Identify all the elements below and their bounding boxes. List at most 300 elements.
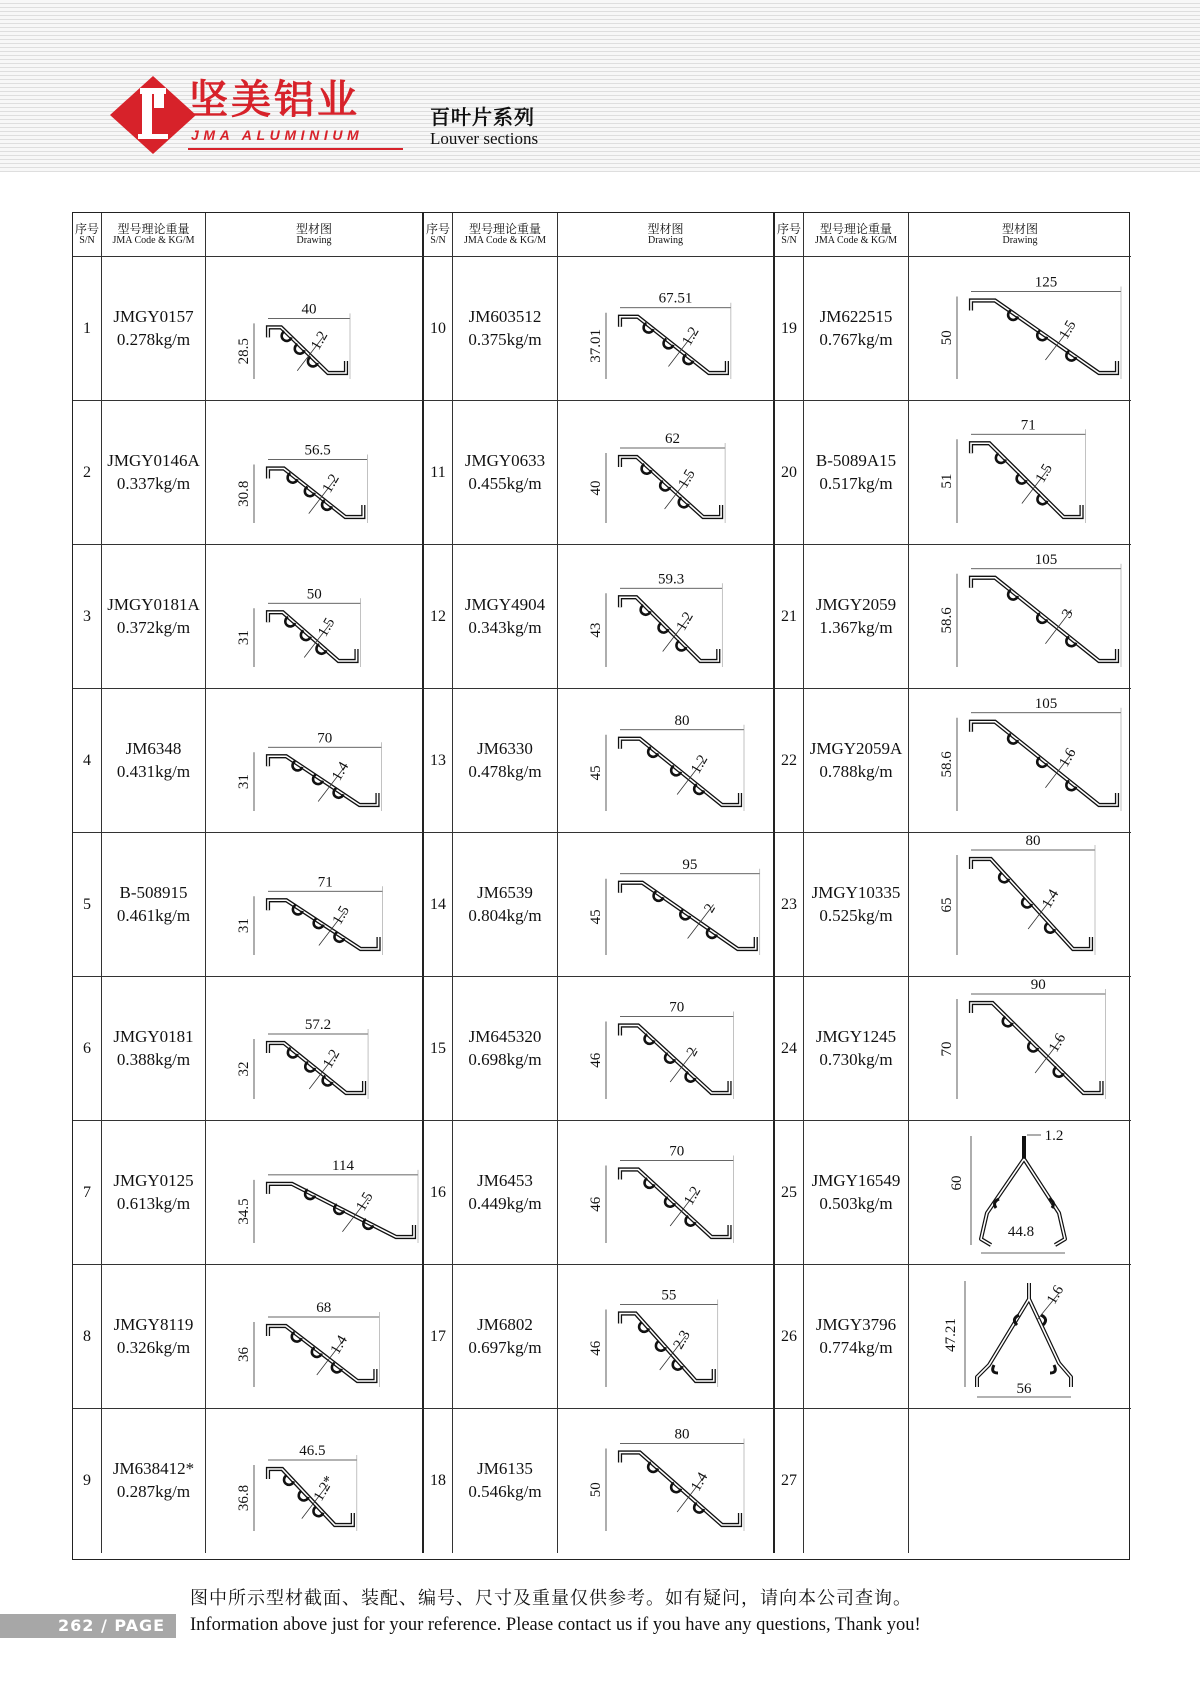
item-code-cell: [804, 1409, 909, 1553]
dim-thickness-label: 2: [701, 901, 719, 916]
dim-thickness-label: 1.5: [1056, 317, 1080, 343]
item-sn: 25: [781, 1183, 797, 1201]
profile-drawing: [909, 833, 1131, 977]
item-code: JMGY2059A: [809, 738, 903, 758]
dim-height-label: 50: [939, 330, 955, 346]
dim-thickness-label: 1.4: [688, 1469, 712, 1495]
item-code: JMGY8119: [113, 1314, 194, 1334]
item-code-cell: [453, 1121, 558, 1265]
dim-height-label: 31: [236, 774, 252, 790]
dim-thickness-label: 1.4: [1039, 886, 1063, 912]
header-sn-en: S/N: [781, 234, 797, 246]
item-code: JM6453: [477, 1170, 533, 1190]
dim-width-label: 71: [1020, 417, 1036, 434]
item-weight: 0.431kg/m: [116, 761, 191, 781]
item-drawing-cell: [558, 1121, 775, 1265]
item-weight: 0.788kg/m: [819, 761, 893, 781]
header-drawing: [909, 213, 1131, 257]
item-code: JM6330: [477, 738, 533, 758]
item-drawing-cell: [909, 401, 1131, 545]
item-code: B-508915: [119, 882, 188, 902]
dim-thickness-label: 1.2: [679, 324, 703, 349]
header-code: [102, 213, 206, 257]
item-drawing-cell: [909, 1265, 1131, 1409]
dim-height-label: 36: [236, 1347, 252, 1362]
item-drawing-cell: [909, 689, 1131, 833]
item-code: JM6539: [477, 882, 533, 902]
item-code: JM6348: [125, 738, 182, 758]
dim-width-label: 55: [661, 1287, 677, 1304]
item-code-cell: [453, 833, 558, 977]
header-sn-en: S/N: [430, 234, 446, 246]
dim-thickness-label: 1.2: [319, 471, 343, 496]
brand-underline: [188, 148, 403, 150]
item-drawing-cell: [558, 545, 775, 689]
item-drawing-cell: [206, 545, 424, 689]
dim-width-label: 67.51: [658, 290, 693, 307]
dim-width-label: 70: [669, 1143, 685, 1160]
dim-width-label: 62: [665, 431, 681, 447]
dim-height-label: 30.8: [236, 480, 252, 507]
item-code: JM638412*: [112, 1459, 195, 1479]
item-weight: 0.337kg/m: [116, 473, 191, 493]
item-sn-cell: [424, 401, 453, 545]
dim-width-label: 70: [317, 730, 333, 747]
item-drawing-cell: [206, 1265, 424, 1409]
item-weight: 0.461kg/m: [116, 905, 191, 925]
dim-height-label: 60: [949, 1175, 965, 1191]
dim-height-label: 45: [588, 909, 604, 925]
item-drawing-cell: [909, 257, 1131, 401]
dim-thickness-label: 1.5: [315, 615, 339, 640]
item-drawing-cell: [206, 257, 424, 401]
item-drawing-cell: [206, 689, 424, 833]
item-code-cell: [102, 401, 206, 545]
item-sn-cell: [424, 833, 453, 977]
dim-thickness-label: 1.2: [673, 609, 697, 634]
item-drawing-cell: [558, 401, 775, 545]
item-sn: 11: [430, 463, 446, 481]
item-sn: 14: [430, 895, 446, 913]
item-weight: 0.449kg/m: [468, 1193, 542, 1213]
item-code: JM6135: [477, 1459, 533, 1479]
item-weight: 0.613kg/m: [116, 1193, 191, 1213]
profile-drawing: [558, 1265, 775, 1409]
item-code: JM603512: [468, 306, 542, 326]
dim-thickness-label: 1.5: [1032, 461, 1057, 486]
item-drawing-cell: [909, 545, 1131, 689]
item-weight: 0.503kg/m: [819, 1193, 893, 1213]
item-drawing-cell: [206, 977, 424, 1121]
profile-drawing: [909, 1121, 1131, 1265]
dim-thickness-label: 1.5: [353, 1189, 377, 1214]
dim-height-label: 51: [939, 473, 955, 489]
dim-thickness-label: 1.4: [329, 759, 353, 784]
item-sn: 7: [83, 1183, 91, 1201]
profile-drawing: [206, 1409, 424, 1553]
item-sn: 26: [781, 1327, 797, 1345]
item-code: JMGY10335: [811, 882, 901, 902]
item-code: JMGY4904: [464, 594, 546, 614]
item-sn: 18: [430, 1472, 446, 1489]
item-weight: 0.372kg/m: [116, 617, 191, 637]
item-sn-cell: [424, 1265, 453, 1409]
item-sn: 16: [430, 1183, 446, 1201]
item-drawing-cell: [206, 401, 424, 545]
dim-height-label: 46: [588, 1340, 604, 1356]
header-drawing-en: Drawing: [1002, 234, 1038, 246]
footer-note-cn: 图中所示型材截面、装配、编号、尺寸及重量仅供参考。如有疑问，请向本公司查询。: [190, 1588, 912, 1609]
item-sn: 22: [781, 751, 797, 769]
item-sn-cell: [73, 977, 102, 1121]
item-code: JMGY16549: [811, 1170, 901, 1190]
item-weight: 0.478kg/m: [468, 761, 542, 781]
profile-shape-inner: [268, 1043, 364, 1093]
dim-thickness-label: 2: [683, 1044, 702, 1060]
profile-shape: [268, 1184, 414, 1237]
item-weight: 0.697kg/m: [468, 1337, 542, 1357]
header-code-cn: 型号理论重量: [819, 221, 892, 236]
item-sn-cell: [73, 833, 102, 977]
header-drawing: [206, 213, 424, 257]
item-code-cell: [804, 833, 909, 977]
item-sn-cell: [775, 1121, 804, 1265]
item-sn-cell: [424, 689, 453, 833]
dim-thickness-label: 3: [1059, 606, 1077, 621]
dim-thickness-label: 1.6: [1046, 1030, 1070, 1056]
item-sn-cell: [73, 401, 102, 545]
item-drawing-cell: [558, 1265, 775, 1409]
profile-drawing: [558, 689, 775, 833]
dim-thickness-label: 1.5: [329, 903, 354, 928]
profile-drawing: [909, 689, 1131, 833]
dim-thickness-label: 1.4: [327, 1332, 351, 1358]
profile-drawing: [206, 1265, 424, 1409]
item-sn: 17: [430, 1327, 446, 1345]
item-sn-cell: [775, 401, 804, 545]
dim-width-label: 46.5: [299, 1443, 326, 1459]
dim-width-label: 50: [306, 586, 322, 603]
item-sn: 13: [430, 751, 446, 769]
dim-width-label: 59.3: [658, 571, 685, 588]
dim-thickness-label: 1.2: [320, 1046, 344, 1072]
dim-width-label: 125: [1034, 274, 1058, 291]
item-code-cell: [102, 1265, 206, 1409]
dim-thickness-label: 1.2*: [310, 1473, 338, 1504]
item-sn-cell: [424, 977, 453, 1121]
item-weight: 0.546kg/m: [468, 1482, 542, 1501]
profile-shape: [971, 1003, 1102, 1093]
item-weight: 0.326kg/m: [116, 1337, 191, 1357]
item-code: JM6802: [477, 1314, 533, 1334]
item-code-cell: [102, 689, 206, 833]
dim-height-label: 37.01: [588, 328, 604, 363]
header-sn-en: S/N: [79, 234, 95, 246]
profile-shape: [268, 327, 346, 373]
item-sn: 24: [781, 1039, 797, 1057]
item-sn: 15: [430, 1039, 446, 1057]
brand-name-en: JMA ALUMINIUM: [191, 127, 364, 143]
item-weight: 0.698kg/m: [468, 1049, 542, 1069]
dim-height-label: 31: [236, 630, 252, 646]
profile-shape: [971, 578, 1117, 661]
header-sn-cn: 序号: [425, 221, 450, 236]
item-weight: 0.287kg/m: [116, 1482, 191, 1501]
item-sn-cell: [775, 833, 804, 977]
item-sn: 6: [83, 1039, 91, 1057]
header-sn-cn: 序号: [776, 221, 801, 236]
item-drawing-cell: [909, 1409, 1131, 1553]
item-code-cell: [804, 977, 909, 1121]
item-code-cell: [453, 257, 558, 401]
item-code: JMGY0181: [113, 1026, 194, 1046]
item-code-cell: [453, 401, 558, 545]
dim-width-label: 44.8: [1007, 1224, 1035, 1240]
item-drawing-cell: [558, 977, 775, 1121]
item-weight: 0.517kg/m: [819, 473, 893, 493]
item-code-cell: [102, 257, 206, 401]
header-code-en: JMA Code & KG/M: [815, 234, 897, 246]
item-code-cell: [804, 401, 909, 545]
dim-width-label: 56.5: [304, 442, 331, 459]
dim-height-label: 50: [588, 1482, 604, 1498]
item-code-cell: [453, 689, 558, 833]
logo-icon: [108, 74, 198, 156]
item-sn: 21: [781, 607, 797, 625]
item-code-cell: [804, 1121, 909, 1265]
dim-width-label: 114: [332, 1157, 354, 1174]
dim-width-label: 68: [316, 1300, 332, 1316]
item-code-cell: [453, 545, 558, 689]
item-sn-cell: [73, 257, 102, 401]
item-sn-cell: [73, 689, 102, 833]
item-weight: 1.367kg/m: [819, 617, 893, 637]
item-code-cell: [102, 1409, 206, 1553]
profile-shape: [268, 612, 357, 661]
profile-shape: [620, 883, 756, 949]
item-sn-cell: [424, 1409, 453, 1553]
item-weight: 0.804kg/m: [468, 905, 542, 925]
item-weight: 0.278kg/m: [116, 329, 191, 349]
item-sn-cell: [775, 545, 804, 689]
profile-drawing: [558, 977, 775, 1121]
dim-width-label: 95: [682, 856, 698, 873]
header-code-en: JMA Code & KG/M: [464, 234, 546, 246]
dim-thickness-label: 1.2: [688, 752, 712, 777]
profile-drawing: [909, 977, 1131, 1121]
item-code-cell: [102, 977, 206, 1121]
item-code-cell: [102, 1121, 206, 1265]
dim-height-label: 28.5: [236, 338, 252, 365]
item-sn: 4: [83, 751, 91, 769]
item-weight: 0.767kg/m: [819, 329, 893, 349]
item-code-cell: [453, 1265, 558, 1409]
louver-sections-table: [72, 212, 1130, 1560]
header-drawing-cn: 型材图: [295, 221, 332, 236]
item-sn: 23: [781, 895, 797, 913]
header-code: [804, 213, 909, 257]
item-sn-cell: [775, 1265, 804, 1409]
item-code: JMGY0125: [113, 1170, 194, 1190]
item-code: JMGY0146A: [107, 450, 200, 470]
item-drawing-cell: [558, 689, 775, 833]
item-code-cell: [102, 833, 206, 977]
item-sn-cell: [775, 1409, 804, 1553]
profile-drawing: [558, 833, 775, 977]
item-sn: 5: [83, 895, 91, 913]
item-sn: 20: [781, 463, 797, 481]
header-sn: [775, 213, 804, 257]
item-code: JMGY0633: [464, 450, 546, 470]
profile-drawing: [558, 545, 775, 689]
profile-drawing: [206, 401, 424, 545]
item-sn-cell: [775, 977, 804, 1121]
profile-drawing: [206, 257, 424, 401]
profile-drawing: [909, 257, 1131, 401]
profile-shape: [268, 1469, 353, 1525]
profile-drawing: [909, 545, 1131, 689]
item-drawing-cell: [558, 257, 775, 401]
dim-thickness-label: 2.3: [670, 1327, 694, 1353]
dim-width-label: 70: [669, 999, 685, 1016]
header-sn-cn: 序号: [74, 221, 99, 236]
dim-height-label: 45: [588, 765, 604, 781]
dim-width-label: 56: [1016, 1381, 1032, 1397]
item-sn-cell: [73, 1409, 102, 1553]
dim-height-label: 46: [588, 1052, 604, 1068]
profile-drawing: [558, 1409, 775, 1553]
profile-shape-inner: [620, 317, 727, 373]
item-code-cell: [102, 545, 206, 689]
profile-shape-inner: [268, 1326, 375, 1381]
dim-width-label: 80: [1025, 833, 1041, 849]
item-sn: 3: [83, 607, 91, 625]
profile-drawing: [206, 977, 424, 1121]
item-code: B-5089A15: [815, 450, 897, 470]
item-sn-cell: [73, 1265, 102, 1409]
header-drawing: [558, 213, 775, 257]
profile-drawing: [558, 257, 775, 401]
item-sn: 2: [83, 463, 91, 481]
item-drawing-cell: [206, 1121, 424, 1265]
header-code-cn: 型号理论重量: [468, 221, 541, 236]
item-sn: 1: [83, 319, 91, 337]
dim-height-label: 65: [939, 897, 955, 913]
dim-height-label: 58.6: [939, 607, 955, 634]
dim-height-label: 70: [939, 1041, 955, 1057]
dim-width-label: 105: [1034, 551, 1058, 568]
profile-shape: [620, 1314, 714, 1382]
item-weight: 0.455kg/m: [468, 473, 542, 493]
header-drawing-en: Drawing: [648, 234, 683, 246]
dim-width-label: 71: [317, 874, 333, 891]
item-sn: 10: [430, 319, 446, 337]
item-code: JMGY1245: [815, 1026, 897, 1046]
profile-drawing: [206, 1121, 424, 1265]
profile-drawing: [206, 689, 424, 833]
profile-shape-inner: [620, 597, 718, 661]
dim-thickness-label: 1.6: [1043, 1282, 1068, 1308]
profile-shape-inner: [620, 457, 721, 517]
item-drawing-cell: [558, 833, 775, 977]
dim-height-label: 31: [236, 918, 252, 934]
item-weight: 0.388kg/m: [116, 1049, 191, 1069]
item-weight: 0.343kg/m: [468, 617, 542, 637]
dim-height-label: 32: [236, 1061, 252, 1077]
header-code: [453, 213, 558, 257]
header-sn: [424, 213, 453, 257]
brand-name-cn: 坚美铝业: [188, 77, 360, 123]
profile-drawing: [558, 1121, 775, 1265]
dim-height-label: 40: [588, 480, 604, 496]
item-weight: 0.730kg/m: [819, 1049, 893, 1069]
item-sn: 27: [781, 1472, 797, 1489]
item-sn: 8: [83, 1327, 91, 1345]
item-code-cell: [804, 545, 909, 689]
profile-drawing: [206, 833, 424, 977]
item-drawing-cell: [206, 833, 424, 977]
profile-drawing: [558, 401, 775, 545]
item-code: JMGY3796: [815, 1314, 897, 1334]
profile-drawing: [206, 545, 424, 689]
item-code-cell: [804, 689, 909, 833]
dim-thickness-label: 1.2: [308, 328, 332, 353]
header-drawing-cn: 型材图: [647, 221, 684, 236]
profile-drawing: [909, 401, 1131, 545]
item-sn: 12: [430, 607, 446, 625]
item-sn-cell: [73, 1121, 102, 1265]
item-drawing-cell: [206, 1409, 424, 1553]
dim-height-label: 43: [588, 622, 604, 638]
series-title-en: Louver sections: [430, 129, 539, 148]
item-code: JM622515: [819, 306, 893, 326]
item-sn-cell: [424, 257, 453, 401]
item-weight: 0.525kg/m: [819, 905, 893, 925]
item-sn: 19: [781, 319, 797, 337]
dim-thickness-label: 1.5: [675, 466, 699, 492]
dim-width-label: 105: [1034, 695, 1058, 712]
item-drawing-cell: [909, 833, 1131, 977]
item-code-cell: [453, 1409, 558, 1553]
item-code: JMGY0157: [113, 306, 194, 326]
dim-width-label: 57.2: [304, 1017, 332, 1033]
profile-drawing: [909, 1265, 1131, 1409]
dim-height-label: 36.8: [236, 1484, 252, 1512]
footer-note-en: Information above just for your reference. Please contact us if you have any questions, Thank you!: [190, 1615, 921, 1635]
item-code: JMGY2059: [815, 594, 897, 614]
dim-height-label: 46: [588, 1196, 604, 1212]
item-drawing-cell: [909, 977, 1131, 1121]
profile-shape: [971, 722, 1117, 805]
item-drawing-cell: [909, 1121, 1131, 1265]
item-code: JM645320: [468, 1026, 542, 1046]
page-number: 262 / PAGE: [58, 1616, 166, 1635]
dim-thickness-label: 1.2: [681, 1183, 705, 1209]
dim-height-label: 58.6: [939, 751, 955, 778]
item-sn-cell: [424, 545, 453, 689]
item-weight: 0.375kg/m: [468, 329, 542, 349]
item-sn-cell: [424, 1121, 453, 1265]
header-drawing-cn: 型材图: [1001, 221, 1038, 236]
item-sn-cell: [775, 257, 804, 401]
dim-width-label: 80: [674, 712, 690, 729]
header-code-cn: 型号理论重量: [117, 221, 190, 236]
header-drawing-en: Drawing: [296, 234, 332, 246]
profile-hooks: [995, 1199, 1054, 1208]
profile-shape: [971, 301, 1117, 374]
item-sn-cell: [775, 689, 804, 833]
item-code: JMGY0181A: [107, 594, 200, 614]
